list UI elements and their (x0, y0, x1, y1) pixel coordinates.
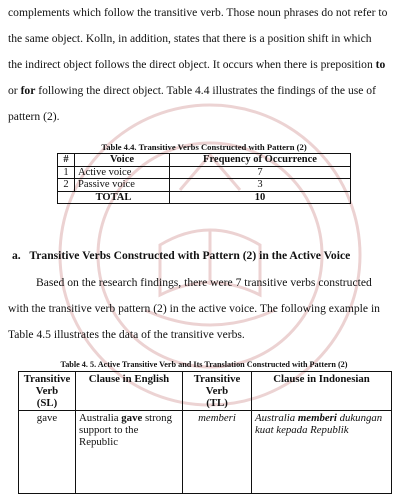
row-voice: Active voice (75, 166, 170, 179)
row-number: 2 (58, 179, 75, 192)
bold-verb: memberi (297, 412, 337, 424)
table-total-row (58, 191, 351, 204)
bold-preposition-for: for (20, 84, 36, 97)
paragraph-line: Based on the research findings, there were 7 transitive verbs constructed (36, 276, 372, 289)
total-value: 10 (170, 191, 351, 204)
section-heading (12, 249, 350, 262)
cell-clause-english (76, 411, 183, 494)
paragraph-line: pattern (2). (8, 110, 60, 123)
table-4-4-caption: Table 4.4. Transitive Verbs Constructed with Pattern (2) (101, 142, 307, 152)
header-line: Transitive (193, 373, 241, 385)
paragraph-findings (8, 270, 400, 348)
text-run: Australia (255, 412, 298, 424)
table-row (58, 166, 351, 179)
header-line: Transitive (23, 373, 71, 385)
bold-preposition-to: to (375, 58, 386, 71)
row-frequency: 7 (170, 166, 351, 179)
text-run: following the direct object. Table 4.4 illustrates the findings of the use of (35, 84, 376, 97)
table-header-row (58, 154, 351, 167)
text-run: Australia (79, 412, 122, 424)
header-line: Verb (205, 385, 229, 397)
column-header-verb-tl (183, 372, 252, 411)
bold-verb: gave (121, 412, 143, 424)
paragraph-intro (8, 0, 400, 130)
paragraph-line (8, 52, 400, 78)
paragraph-line: complements which follow the transitive verb. Those noun phrases do not refer to (8, 6, 388, 19)
row-number: 1 (58, 166, 75, 179)
paragraph-line: Table 4.5 illustrates the data of the transitive verbs. (8, 328, 245, 341)
table-row (58, 179, 351, 192)
cell-clause-indonesian (252, 411, 392, 494)
table-4-4 (57, 153, 351, 204)
section-title: Transitive Verbs Constructed with Pattern (2) in the Active Voice (29, 249, 351, 262)
text-run: or (8, 84, 21, 97)
section-letter: a. (12, 249, 21, 262)
row-frequency: 3 (170, 179, 351, 192)
table-row (19, 411, 392, 494)
row-voice: Passive voice (75, 179, 170, 192)
column-header-voice: Voice (75, 154, 170, 167)
text-run: dukungan kuat kepada Republik (255, 412, 383, 436)
column-header-verb-sl (19, 372, 76, 411)
column-header-clause-indonesian: Clause in Indonesian (252, 372, 392, 411)
table-header-row (19, 372, 392, 411)
paragraph-line: with the transitive verb pattern (2) in the active voice. The following example in (8, 302, 380, 315)
table-4-5-caption: Table 4. 5. Active Transitive Verb and Its Translation Constructed with Pattern (2) (60, 360, 348, 369)
paragraph-line: the same object. Kolln, in addition, states that there is a position shift in which (8, 32, 372, 45)
header-line: Verb (35, 385, 59, 397)
text-run: the indirect object follows the direct object. It occurs when there is preposition (8, 58, 376, 71)
header-line: (TL) (206, 397, 228, 409)
text-run: strong support to the Republic (79, 412, 172, 448)
column-header-number: # (58, 154, 75, 167)
paragraph-line (8, 78, 400, 104)
total-label: TOTAL (58, 191, 170, 204)
cell-verb-sl: gave (19, 411, 76, 494)
table-4-5 (18, 371, 392, 494)
column-header-clause-english: Clause in English (76, 372, 183, 411)
header-line: (SL) (36, 397, 58, 409)
column-header-frequency: Frequency of Occurrence (170, 154, 351, 167)
cell-verb-tl: memberi (183, 411, 252, 494)
